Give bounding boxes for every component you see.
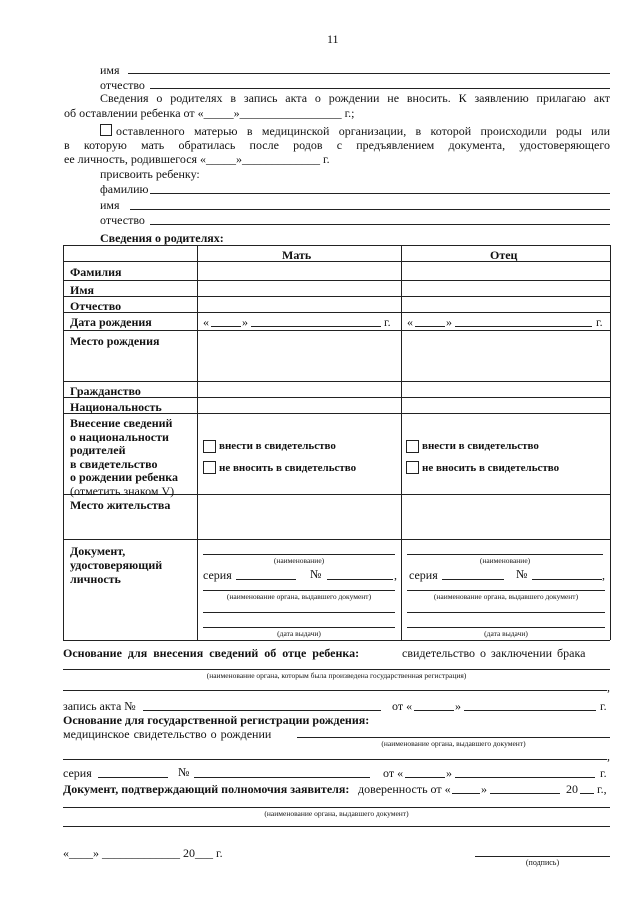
mother-exclude-checkbox[interactable] — [203, 461, 216, 474]
cert-series-label: серия — [63, 766, 92, 780]
registry-organ-field[interactable] — [63, 669, 610, 670]
record-month-year-field[interactable] — [464, 710, 596, 711]
hint-poa-issuer: (наименование органа, выдавшего документ) — [264, 809, 409, 818]
father-include-label: внести в свидетельство — [422, 440, 539, 452]
cert-day-field[interactable] — [405, 777, 445, 778]
mother-exclude-label: не вносить в свидетельство — [219, 462, 357, 474]
row-birth-place: Место рождения — [70, 334, 160, 348]
surname-line[interactable] — [150, 193, 610, 194]
record-year-suffix: г. — [600, 699, 607, 713]
father-month-year-field[interactable] — [455, 326, 592, 327]
medical-cert-issuer-field[interactable] — [297, 737, 610, 738]
power-of-attorney-label: доверенность от « — [358, 782, 451, 796]
mother-number-label: № — [310, 567, 322, 581]
cert-series-field[interactable] — [98, 777, 168, 778]
name-line[interactable] — [128, 73, 610, 74]
abandoned-checkbox[interactable] — [100, 124, 112, 136]
father-hint-name: (наименование) — [479, 556, 531, 565]
father-issue-date-field[interactable] — [407, 627, 605, 628]
father-hint-issuer: (наименование органа, выдавшего документ) — [433, 592, 579, 601]
birth-basis-label: Основание для государственной регистрации рождения: — [63, 713, 370, 727]
mother-issuer-field-2[interactable] — [203, 612, 395, 613]
registry-organ-field-2[interactable] — [63, 690, 607, 691]
cert-year-suffix: г. — [600, 766, 607, 780]
poa-year-field[interactable] — [580, 793, 594, 794]
patronymic-line[interactable] — [150, 88, 610, 89]
record-day-field[interactable] — [414, 710, 454, 711]
mother-date-open: « — [203, 315, 209, 329]
label-patronymic: отчество — [100, 78, 145, 92]
mother-hint-issue-date: (дата выдачи) — [277, 629, 321, 638]
record-number-field[interactable] — [143, 710, 381, 711]
poa-day-field[interactable] — [452, 793, 480, 794]
mother-issuer-field[interactable] — [203, 590, 395, 591]
mother-issue-date-field[interactable] — [203, 627, 395, 628]
mother-day-field[interactable] — [211, 326, 241, 327]
father-number-label: № — [516, 567, 528, 581]
authority-doc-label: Документ, подтверждающий полномочия заявителя: — [63, 782, 350, 796]
father-basis-value: свидетельство о заключении брака — [402, 646, 586, 660]
mother-hint-issuer: (наименование органа, выдавшего документ) — [226, 592, 372, 601]
poa-date-close: » — [481, 782, 487, 796]
cert-date-from: от « — [383, 766, 404, 780]
record-number-label: запись акта № — [63, 699, 136, 713]
row-birth-date: Дата рождения — [70, 315, 152, 329]
medical-cert-issuer-field-2[interactable] — [63, 759, 607, 760]
hint-medical-issuer: (наименование органа, выдавшего документ) — [381, 739, 526, 748]
mother-month-year-field[interactable] — [251, 326, 381, 327]
father-day-field[interactable] — [415, 326, 445, 327]
row-name: Имя — [70, 283, 94, 297]
mother-series-label: серия — [203, 568, 232, 582]
patronymic-line-2[interactable] — [150, 224, 610, 225]
father-exclude-checkbox[interactable] — [406, 461, 419, 474]
row-patronymic: Отчество — [70, 299, 122, 313]
row-nationality: Национальность — [70, 400, 162, 414]
father-basis-label: Основание для внесения сведений об отце ребенка: — [63, 646, 360, 660]
father-doc-name-field[interactable] — [407, 554, 603, 555]
hint-registry: (наименование органа, которым была произведена государственная регистрация) — [206, 671, 467, 680]
poa-year-prefix: 20 — [566, 782, 578, 796]
column-father: Отец — [490, 248, 518, 262]
mother-include-label: внести в свидетельство — [219, 440, 336, 452]
poa-year-suffix: г., — [597, 782, 607, 796]
mother-number-field[interactable] — [327, 579, 393, 580]
parents-section-title: Сведения о родителях: — [100, 231, 224, 245]
mother-hint-name: (наименование) — [273, 556, 325, 565]
abandoned-text-3: ее личность, родившегося «_____»_____________ г. — [64, 152, 330, 166]
father-series-label: серия — [409, 568, 438, 582]
row-surname: Фамилия — [70, 265, 122, 279]
father-date-close: » — [446, 315, 452, 329]
father-series-field[interactable] — [442, 579, 504, 580]
page-number: 11 — [327, 32, 339, 46]
father-exclude-label: не вносить в свидетельство — [422, 462, 560, 474]
father-issuer-field-2[interactable] — [407, 612, 605, 613]
abandoned-text-1: оставленного матерью в медицинской организации, в которой происходили роды или — [116, 124, 610, 138]
column-mother: Мать — [282, 248, 312, 262]
father-number-field[interactable] — [532, 579, 602, 580]
poa-issuer-field-2[interactable] — [63, 826, 610, 827]
record-date-close: » — [455, 699, 461, 713]
name-line-2[interactable] — [130, 209, 610, 210]
poa-month-field[interactable] — [490, 793, 560, 794]
label-name-2: имя — [100, 198, 120, 212]
cert-date-close: » — [446, 766, 452, 780]
father-year-suffix: г. — [596, 315, 603, 329]
abandoned-text-2: в которую мать обратилась после родов с предъявлением документа, удостоверяющего — [64, 138, 610, 152]
row-identity-document: Документ, удостоверяющий личность — [70, 544, 163, 586]
father-include-checkbox[interactable] — [406, 440, 419, 453]
label-surname: фамилию — [100, 182, 149, 196]
mother-year-suffix: г. — [384, 315, 391, 329]
mother-include-checkbox[interactable] — [203, 440, 216, 453]
father-hint-issue-date: (дата выдачи) — [484, 629, 528, 638]
signature-field[interactable] — [475, 856, 610, 857]
father-date-open: « — [407, 315, 413, 329]
application-date: «____» _____________ 20___ г. — [63, 846, 223, 860]
label-name: имя — [100, 63, 120, 77]
row-nationality-entry: Внесение сведений о национальности родителей в свидетельство о рождении ребенка (отметить знаком V) — [70, 416, 179, 498]
abandonment-act-text: об оставлении ребенка от «_____»_________________ г.; — [64, 106, 355, 120]
row-citizenship: Гражданство — [70, 384, 141, 398]
poa-issuer-field[interactable] — [63, 807, 610, 808]
label-patronymic-2: отчество — [100, 213, 145, 227]
cert-number-field[interactable] — [194, 777, 370, 778]
row-residence: Место жительства — [70, 498, 171, 512]
father-issuer-field[interactable] — [407, 590, 605, 591]
medical-cert-label: медицинское свидетельство о рождении — [63, 727, 272, 741]
mother-doc-name-field[interactable] — [203, 554, 395, 555]
mother-series-field[interactable] — [236, 579, 296, 580]
mother-date-close: » — [242, 315, 248, 329]
parents-omit-text: Сведения о родителях в запись акта о рождении не вносить. К заявлению прилагаю акт — [100, 91, 610, 105]
record-date-from: от « — [392, 699, 413, 713]
hint-signature: (подпись) — [525, 858, 560, 867]
assign-child-label: присвоить ребенку: — [100, 167, 200, 181]
cert-month-year-field[interactable] — [455, 777, 595, 778]
cert-number-label: № — [178, 765, 190, 779]
